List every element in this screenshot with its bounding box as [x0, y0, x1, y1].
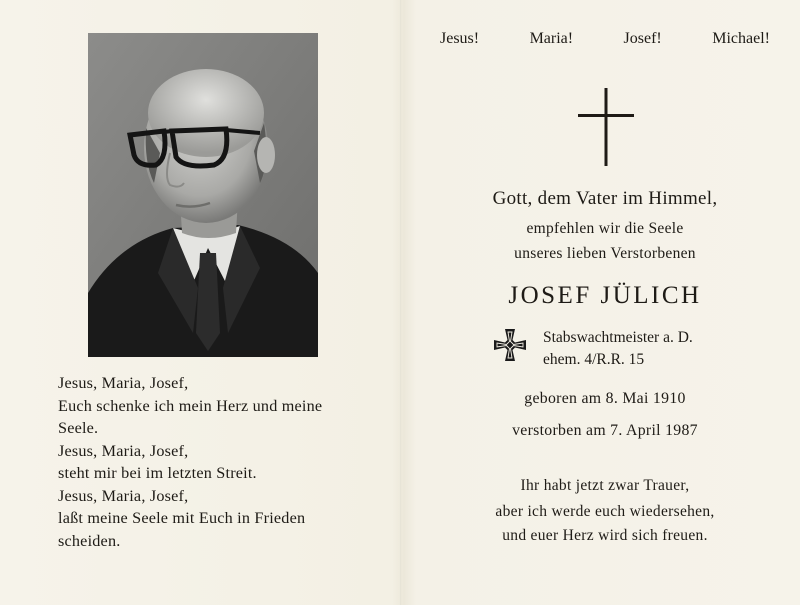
prayer-line: Euch schenke ich mein Herz und meine — [58, 396, 323, 415]
intro-line-2: empfehlen wir die Seele — [526, 220, 684, 237]
verse-line-3: und euer Herz wird sich freuen. — [502, 527, 708, 544]
prayer-line: Jesus, Maria, Josef, — [58, 374, 189, 392]
prayer-line: scheiden. — [58, 531, 121, 550]
card-fold — [400, 0, 402, 605]
verse-line-1: Ihr habt jetzt zwar Trauer, — [520, 477, 690, 494]
intro-line-1: Gott, dem Vater im Himmel, — [492, 188, 718, 209]
latin-cross-icon — [578, 88, 634, 166]
deceased-name: JOSEF JÜLICH — [508, 282, 702, 309]
portrait-image — [88, 33, 318, 357]
prayer-line: laßt meine Seele mit Euch in Frieden — [58, 509, 306, 527]
portrait-photo — [88, 33, 318, 357]
invocation-maria: Maria! — [529, 30, 574, 47]
birth-date: geboren am 8. Mai 1910 — [524, 390, 686, 407]
death-date: verstorben am 7. April 1987 — [512, 422, 698, 439]
prayer-line: Seele. — [58, 419, 99, 437]
invocation-jesus: Jesus! — [440, 30, 480, 47]
invocations — [440, 30, 770, 48]
prayer-text — [58, 372, 378, 552]
military-rank — [543, 327, 693, 371]
iron-cross-icon — [494, 329, 526, 361]
prayer-line: Jesus, Maria, Josef, — [58, 486, 189, 505]
invocation-josef: Josef! — [623, 30, 662, 47]
intro-line-3: unseres lieben Verstorbenen — [514, 245, 696, 262]
invocation-michael: Michael! — [712, 30, 770, 47]
rank-line-2: ehem. 4/R.R. 15 — [543, 351, 645, 368]
prayer-line: steht mir bei im letzten Streit. — [58, 464, 257, 482]
prayer-line: Jesus, Maria, Josef, — [58, 441, 189, 460]
rank-line-1: Stabswachtmeister a. D. — [543, 329, 693, 346]
verse-line-2: aber ich werde euch wiedersehen, — [495, 503, 715, 520]
